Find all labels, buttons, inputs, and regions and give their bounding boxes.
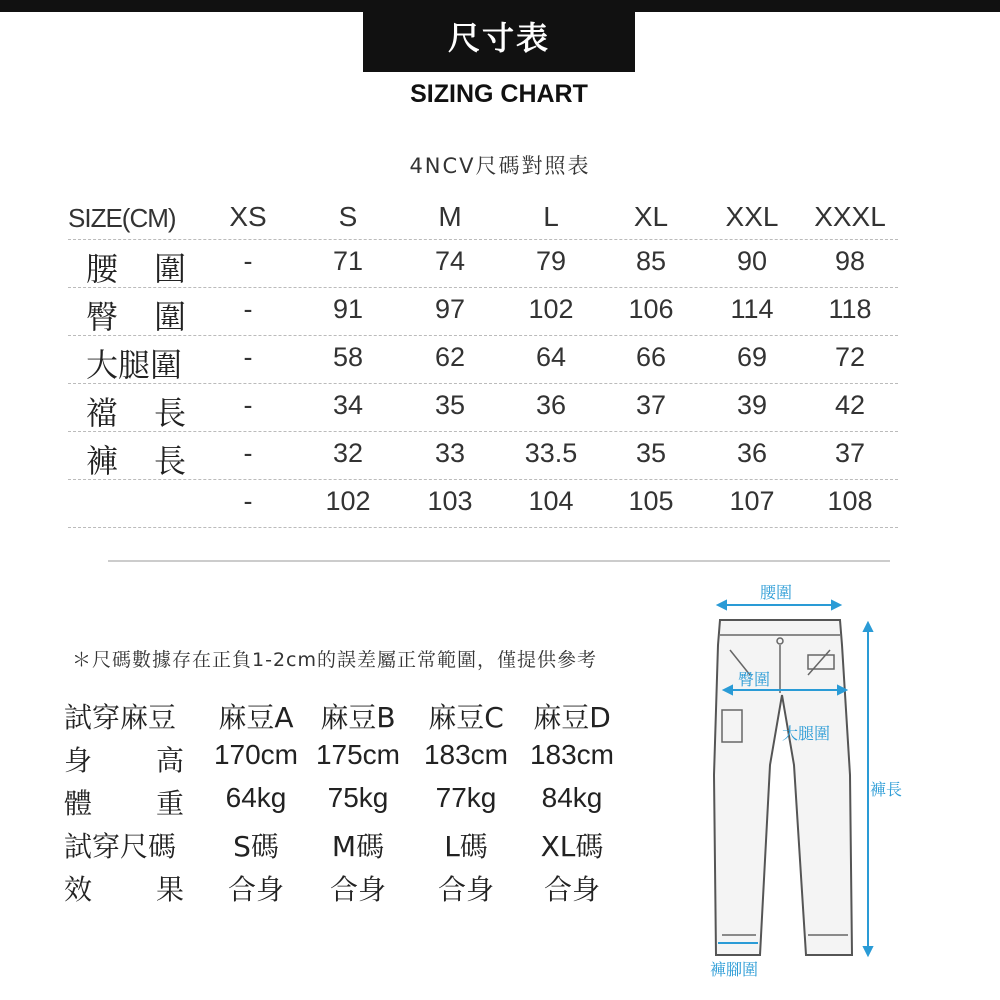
size-table-cell: 64 <box>535 342 567 372</box>
size-row-label <box>86 388 186 434</box>
fit-row-label-text: 效 <box>64 873 93 906</box>
size-table-header <box>68 195 898 240</box>
size-table-cell: 69 <box>736 342 768 372</box>
size-table-cell: 34 <box>332 390 364 420</box>
size-table-row <box>68 384 898 432</box>
size-table-cell: 35 <box>635 438 667 468</box>
fit-table-cell: S碼 <box>233 830 279 863</box>
size-table-cell: 114 <box>730 294 774 324</box>
pants-outline <box>714 620 852 955</box>
size-table-cell: - <box>243 486 253 516</box>
size-row-label-text: 圍 <box>153 250 186 288</box>
size-row-label-text: 褲 <box>86 442 119 480</box>
size-row-label <box>86 244 186 290</box>
size-table-cell: 58 <box>332 342 364 372</box>
size-row-label-text: 長 <box>153 442 186 480</box>
size-table-cell: - <box>243 342 253 372</box>
size-table-cell: 79 <box>535 246 567 276</box>
size-table-cell: 108 <box>827 486 873 516</box>
size-table-cell: 39 <box>736 390 768 420</box>
size-table-cell: 62 <box>434 342 466 372</box>
size-table-cell: - <box>243 390 253 420</box>
size-table-cell: 33.5 <box>524 438 578 468</box>
hem-label: 褲腳圍 <box>710 960 759 979</box>
size-table-cell: 37 <box>834 438 866 468</box>
fit-row-label-text: 高 <box>155 744 184 777</box>
size-header-cell: L <box>543 201 559 232</box>
size-header-cell: XS <box>229 201 267 232</box>
size-table-cell: - <box>243 246 253 276</box>
size-table-cell: 102 <box>528 294 574 324</box>
size-header-label: SIZE(CM) <box>68 203 176 233</box>
size-table-cell: 118 <box>828 294 872 324</box>
size-row-label-text: 圍 <box>153 298 186 336</box>
size-table-cell: 105 <box>628 486 674 516</box>
size-table-title: 4NCV尺碼對照表 <box>409 154 591 178</box>
size-table-cell: 98 <box>834 246 866 276</box>
fit-table-cell: 麻豆B <box>320 701 396 734</box>
size-row-label <box>86 340 186 386</box>
fit-table <box>64 696 624 911</box>
hip-label: 臀圍 <box>738 670 771 689</box>
size-header-cell: XXL <box>725 201 779 232</box>
size-table-cell: 37 <box>635 390 667 420</box>
size-table-row <box>68 336 898 384</box>
size-table-cell: 90 <box>736 246 768 276</box>
fit-table-cell: 麻豆C <box>428 701 504 734</box>
fit-row-label-text: 果 <box>155 873 184 906</box>
fit-table-cell: L碼 <box>444 830 488 863</box>
size-row-label-text: 長 <box>153 394 186 432</box>
fit-table-cell: 77kg <box>435 782 497 813</box>
measurement-note: ＊尺碼數據存在正負1-2cm的誤差屬正常範圍，僅提供參考 <box>72 649 597 671</box>
fit-table-cell: XL碼 <box>540 830 604 863</box>
size-table-cell: 97 <box>434 294 466 324</box>
fit-table-cell: 麻豆A <box>218 701 294 734</box>
section-divider <box>108 560 890 562</box>
size-table-cell: 102 <box>325 486 371 516</box>
fit-row-label-text: 體 <box>64 787 93 820</box>
size-table-cell: 104 <box>528 486 574 516</box>
fit-row-label <box>64 696 184 736</box>
fit-table-cell: 84kg <box>541 782 603 813</box>
size-table-cell: 66 <box>635 342 667 372</box>
size-table-cell: 107 <box>729 486 775 516</box>
fit-table-cell: M碼 <box>331 830 385 863</box>
fit-table-row <box>64 696 624 739</box>
page-subtitle: SIZING CHART <box>410 80 588 108</box>
fit-table-cell: 175cm <box>315 739 401 770</box>
pants-diagram <box>690 575 1000 995</box>
fit-row-label-text: 試穿尺碼 <box>64 830 177 863</box>
size-table-cell: 74 <box>434 246 466 276</box>
fit-table-row <box>64 782 624 825</box>
size-table-cell: 33 <box>434 438 466 468</box>
size-row-label-text: 臀 <box>86 298 119 336</box>
size-row-label-text: 腰 <box>86 250 119 288</box>
fit-table-row <box>64 825 624 868</box>
waist-label: 腰圍 <box>760 583 793 602</box>
size-table-row <box>68 240 898 288</box>
size-table-cell: 36 <box>736 438 768 468</box>
size-table-row <box>68 480 898 528</box>
fit-row-label <box>64 825 184 865</box>
size-table-row <box>68 432 898 480</box>
size-header-cell: M <box>438 201 462 232</box>
size-table-cell: 106 <box>628 294 674 324</box>
page-title: 尺寸表 <box>363 0 635 72</box>
size-table-row <box>68 288 898 336</box>
size-table-cell: - <box>243 438 253 468</box>
fit-table-row <box>64 739 624 782</box>
thigh-label: 大腿圍 <box>782 724 831 743</box>
fit-table-cell: 183cm <box>529 739 615 770</box>
length-label: 褲長 <box>870 780 903 799</box>
size-table-cell: 85 <box>635 246 667 276</box>
size-header-cell: XL <box>633 201 669 232</box>
size-row-label <box>86 292 186 338</box>
fit-row-label <box>64 739 184 779</box>
size-table <box>68 195 898 528</box>
size-table-cell: 91 <box>332 294 364 324</box>
size-table-cell: 32 <box>332 438 364 468</box>
size-table-cell: 71 <box>332 246 364 276</box>
fit-table-cell: 75kg <box>327 782 389 813</box>
fit-row-label-text: 試穿麻豆 <box>64 701 177 734</box>
fit-row-label <box>64 782 184 822</box>
fit-table-cell: 183cm <box>423 739 509 770</box>
size-table-cell: 72 <box>834 342 866 372</box>
fit-table-cell: 合身 <box>227 873 284 906</box>
size-table-cell: 42 <box>834 390 866 420</box>
pants-illustration <box>690 575 1000 995</box>
fit-table-cell: 170cm <box>213 739 299 770</box>
fit-row-label-text: 重 <box>155 787 184 820</box>
fit-table-cell: 合身 <box>329 873 386 906</box>
size-row-label <box>86 436 186 482</box>
size-row-label-text: 襠 <box>86 394 119 432</box>
size-table-cell: - <box>243 294 253 324</box>
fit-row-label-text: 身 <box>64 744 93 777</box>
fit-table-cell: 64kg <box>225 782 287 813</box>
fit-table-cell: 合身 <box>437 873 494 906</box>
fit-table-cell: 麻豆D <box>533 701 611 734</box>
size-table-cell: 36 <box>535 390 567 420</box>
size-header-cell: S <box>338 201 358 232</box>
size-table-cell: 35 <box>434 390 466 420</box>
size-table-cell: 103 <box>427 486 473 516</box>
fit-table-cell: 合身 <box>543 873 600 906</box>
size-row-label-text: 大腿圍 <box>86 346 183 384</box>
fit-row-label <box>64 868 184 908</box>
fit-table-row <box>64 868 624 911</box>
size-header-cell: XXXL <box>814 201 886 232</box>
